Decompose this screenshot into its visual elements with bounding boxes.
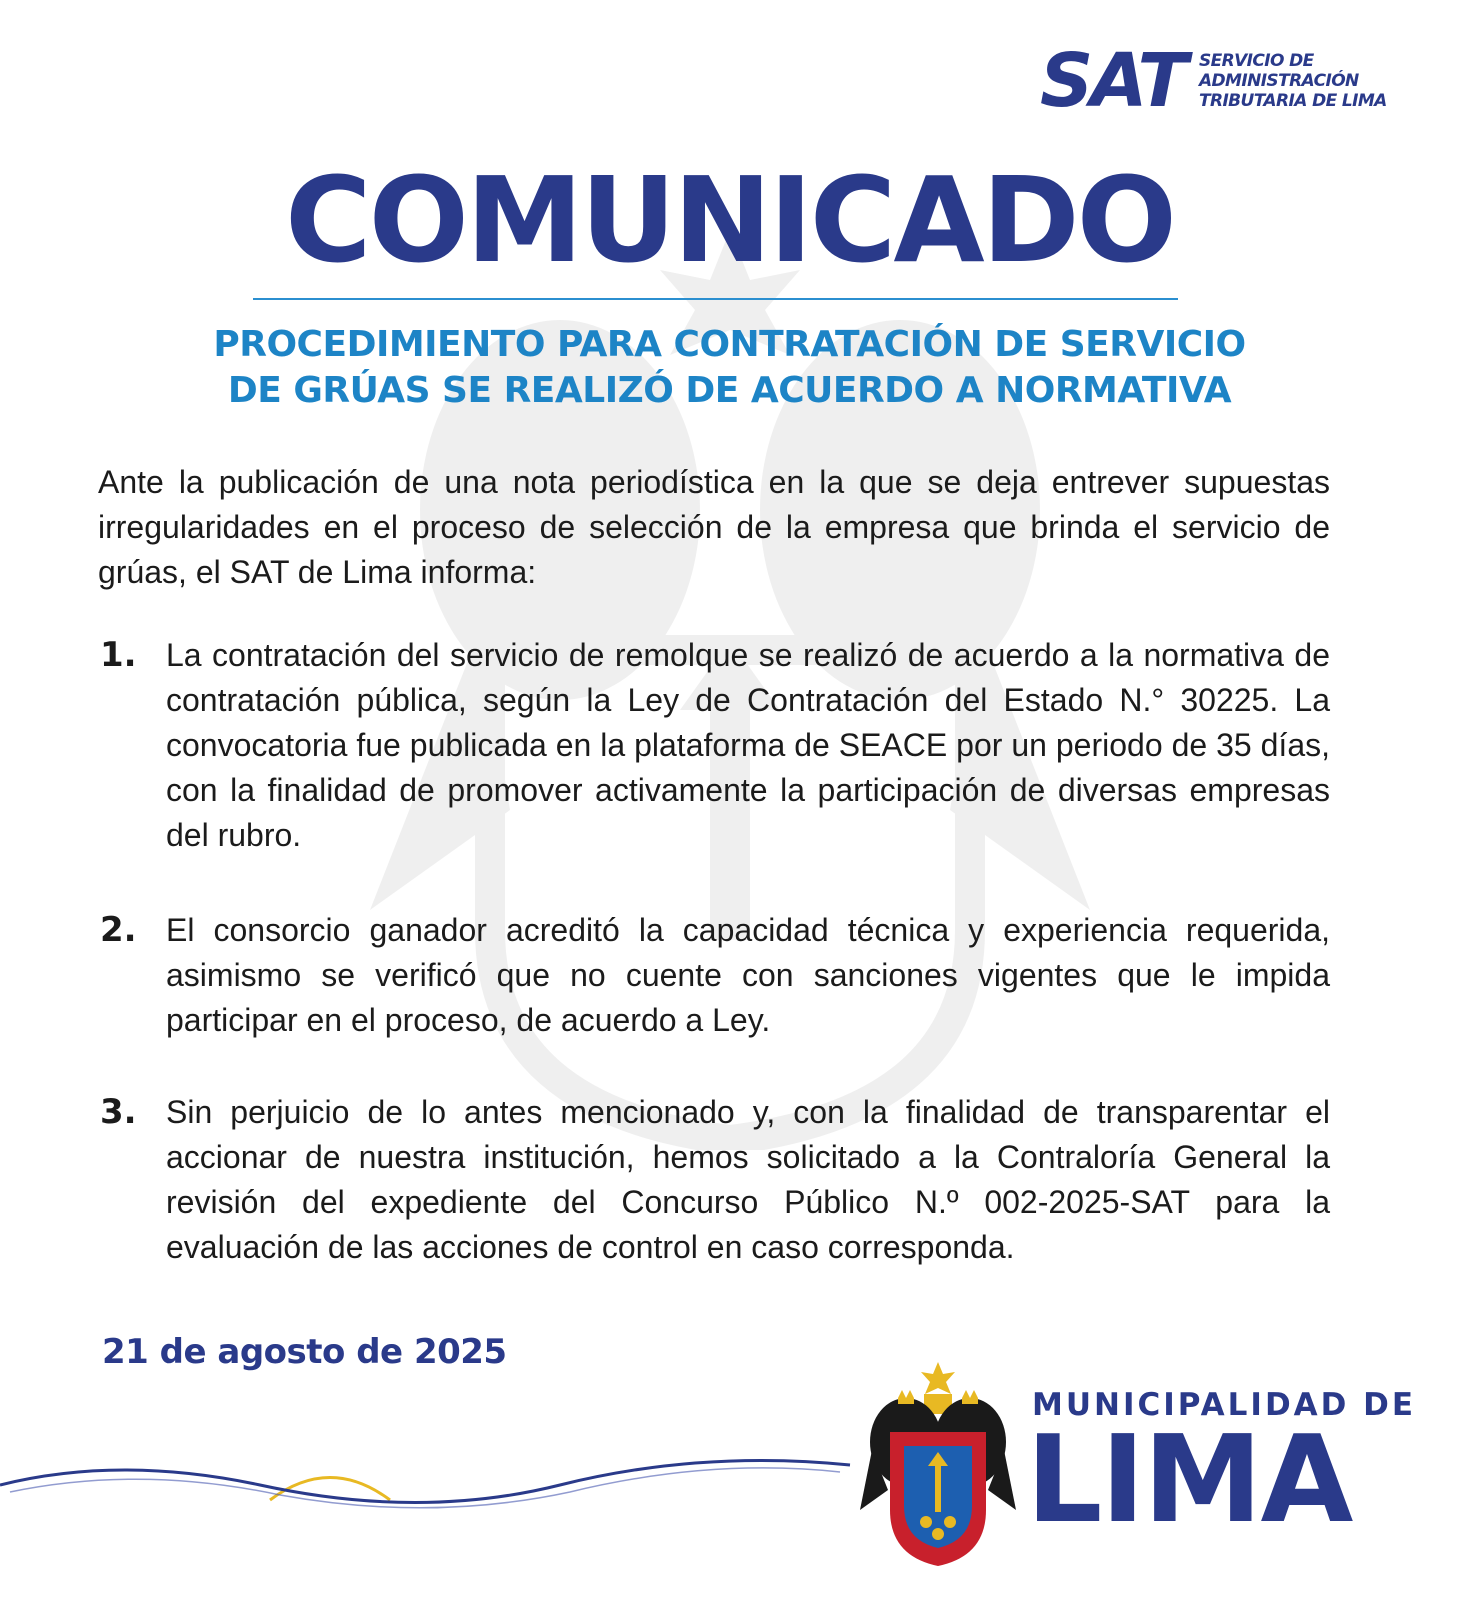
sat-logo-mark: SAT bbox=[1040, 38, 1185, 124]
subtitle-line: PROCEDIMIENTO PARA CONTRATACIÓN DE SERVICIO bbox=[213, 324, 1246, 365]
list-item bbox=[98, 908, 1330, 1043]
sat-logo-line: ADMINISTRACIÓN bbox=[1198, 71, 1359, 91]
intro-paragraph: Ante la publicación de una nota periodística en la que se deja entrever supuestas irregularidades en el proceso de selección de la empresa que brinda el servicio de grúas, el SAT de Lima informa: bbox=[98, 464, 1330, 590]
subtitle-line: DE GRÚAS SE REALIZÓ DE ACUERDO A NORMATIVA bbox=[227, 370, 1232, 411]
publication-date: 21 de agosto de 2025 bbox=[102, 1332, 507, 1372]
sat-logo-line: SERVICIO DE bbox=[1198, 51, 1314, 71]
list-item bbox=[98, 1090, 1330, 1270]
subtitle bbox=[0, 322, 1459, 414]
sat-logo bbox=[1040, 38, 1387, 124]
municipality-name-line2: LIMA bbox=[1026, 1411, 1352, 1550]
municipality-name-line1: MUNICIPALIDAD DE bbox=[1032, 1387, 1417, 1423]
sat-logo-text bbox=[1199, 51, 1387, 111]
sat-logo-line: TRIBUTARIA DE LIMA bbox=[1198, 91, 1387, 111]
lima-crest-icon bbox=[858, 1360, 1018, 1570]
title-divider bbox=[253, 298, 1178, 300]
item-text: Sin perjuicio de lo antes mencionado y, con la finalidad de transparentar el accionar de nuestra institución, hemos solicitado a la Contraloría General la revisión del expediente del Concurso Público N.º 002-2025-SAT para la evaluación de las acciones de control en caso corresponda. bbox=[166, 1094, 1330, 1265]
item-text: La contratación del servicio de remolque se realizó de acuerdo a la normativa de contratación pública, según la Ley de Contratación del Estado N.° 30225. La convocatoria fue publicada en la plataforma de SEACE por un periodo de 35 días, con la finalidad de promover activamente la participación de diversas empresas del rubro. bbox=[166, 637, 1330, 853]
item-number: 3. bbox=[100, 1092, 137, 1132]
item-number: 2. bbox=[100, 910, 137, 950]
page-title: COMUNICADO bbox=[285, 151, 1174, 289]
decorative-waves bbox=[0, 1430, 860, 1520]
item-number: 1. bbox=[100, 635, 137, 675]
item-text: El consorcio ganador acreditó la capacidad técnica y experiencia requerida, asimismo se verificó que no cuente con sanciones vigentes que le impida participar en el proceso, de acuerdo a Ley. bbox=[166, 912, 1330, 1038]
list-item bbox=[98, 633, 1330, 858]
